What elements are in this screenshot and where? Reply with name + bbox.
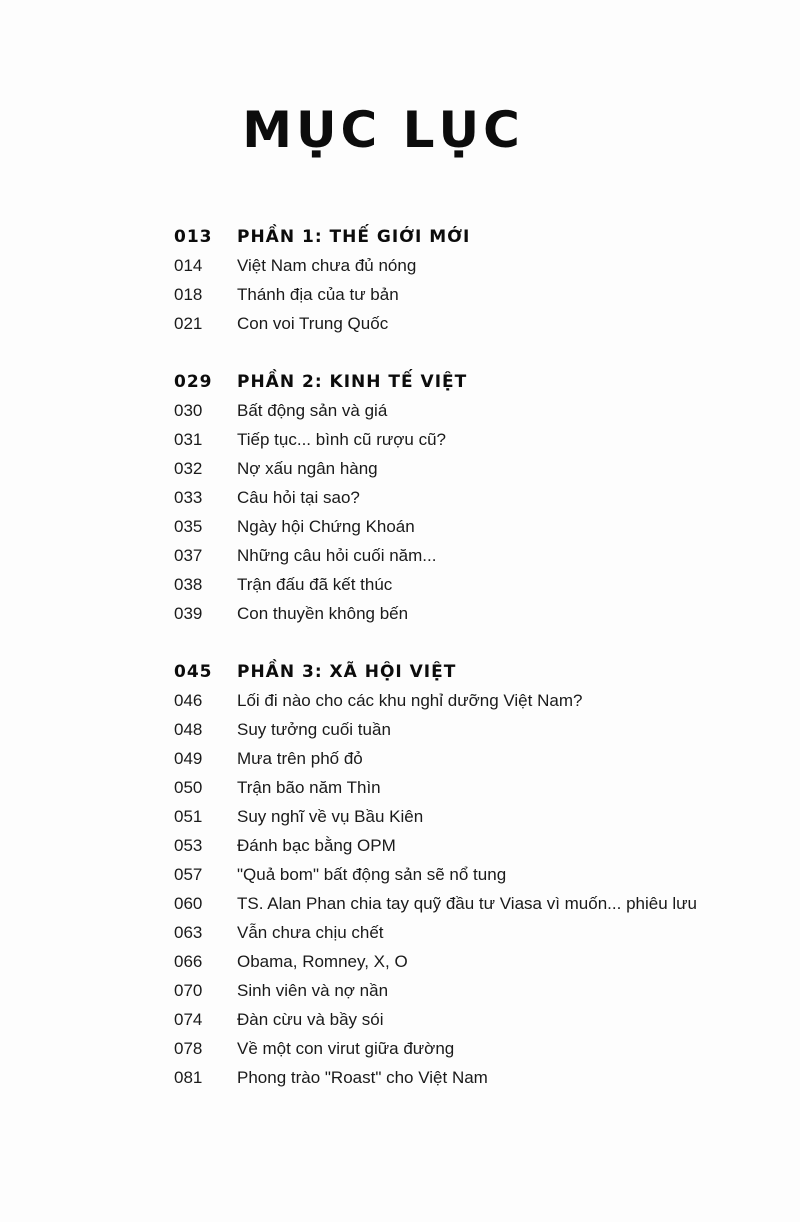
entry-title: Suy tưởng cuối tuần <box>237 719 391 739</box>
section-title: PHẦN 3: XÃ HỘI VIỆT <box>237 661 457 682</box>
toc-entry <box>174 396 774 425</box>
section-heading <box>174 657 774 686</box>
entry-page-number: 039 <box>174 603 203 623</box>
entry-title: Phong trào "Roast" cho Việt Nam <box>237 1067 488 1087</box>
entry-page-number: 049 <box>174 748 203 768</box>
entry-title: Về một con virut giữa đường <box>237 1038 455 1058</box>
entry-page-number: 035 <box>174 516 203 536</box>
toc-entry <box>174 802 774 831</box>
toc-entry <box>174 831 774 860</box>
section-heading <box>174 367 774 396</box>
toc-entry <box>174 773 774 802</box>
entry-title: Suy nghĩ về vụ Bầu Kiên <box>237 806 424 826</box>
entry-page-number: 048 <box>174 719 203 739</box>
entry-page-number: 021 <box>174 313 203 333</box>
entry-title: TS. Alan Phan chia tay quỹ đầu tư Viasa vì muốn... phiêu lưu <box>237 893 697 913</box>
entry-title: Việt Nam chưa đủ nóng <box>237 255 417 275</box>
entry-page-number: 051 <box>174 806 203 826</box>
entry-page-number: 046 <box>174 690 203 710</box>
toc-entry <box>174 947 774 976</box>
entry-page-number: 074 <box>174 1009 203 1029</box>
toc-entry <box>174 1034 774 1063</box>
entry-title: Câu hỏi tại sao? <box>237 487 360 507</box>
entry-page-number: 033 <box>174 487 203 507</box>
page-title: MỤC LỤC <box>242 101 524 159</box>
entry-page-number: 031 <box>174 429 203 449</box>
entry-page-number: 057 <box>174 864 203 884</box>
entry-title: Những câu hỏi cuối năm... <box>237 545 437 565</box>
entry-page-number: 018 <box>174 284 203 304</box>
entry-title: "Quả bom" bất động sản sẽ nổ tung <box>237 864 507 884</box>
entry-title: Trận bão năm Thìn <box>237 777 381 797</box>
toc-entry <box>174 1005 774 1034</box>
entry-title: Đánh bạc bằng OPM <box>237 835 396 855</box>
entry-page-number: 032 <box>174 458 203 478</box>
toc-entry <box>174 454 774 483</box>
toc-entry <box>174 599 774 628</box>
toc-entry <box>174 425 774 454</box>
toc-entry <box>174 715 774 744</box>
entry-page-number: 070 <box>174 980 203 1000</box>
section-page-number: 013 <box>174 226 213 247</box>
entry-title: Tiếp tục... bình cũ rượu cũ? <box>237 429 446 449</box>
section-page-number: 029 <box>174 371 213 392</box>
toc-entry <box>174 251 774 280</box>
entry-page-number: 063 <box>174 922 203 942</box>
toc-entry <box>174 1063 774 1092</box>
toc-entry <box>174 976 774 1005</box>
toc-section-2 <box>174 367 774 628</box>
toc-entry <box>174 512 774 541</box>
toc-entry <box>174 918 774 947</box>
table-of-contents <box>174 222 774 1121</box>
entry-page-number: 066 <box>174 951 203 971</box>
entry-page-number: 060 <box>174 893 203 913</box>
entry-title: Mưa trên phố đỏ <box>237 748 363 768</box>
entry-page-number: 014 <box>174 255 203 275</box>
entry-title: Trận đấu đã kết thúc <box>237 574 393 594</box>
toc-entry <box>174 483 774 512</box>
section-heading <box>174 222 774 251</box>
entry-page-number: 037 <box>174 545 203 565</box>
entry-title: Lối đi nào cho các khu nghỉ dưỡng Việt Nam? <box>237 690 583 710</box>
section-title: PHẦN 1: THẾ GIỚI MỚI <box>237 226 471 247</box>
section-title: PHẦN 2: KINH TẾ VIỆT <box>237 371 468 392</box>
entry-title: Vẫn chưa chịu chết <box>237 922 384 942</box>
entry-page-number: 050 <box>174 777 203 797</box>
entry-title: Nợ xấu ngân hàng <box>237 458 378 478</box>
toc-entry <box>174 570 774 599</box>
entry-page-number: 078 <box>174 1038 203 1058</box>
entry-page-number: 081 <box>174 1067 203 1087</box>
toc-entry <box>174 889 774 918</box>
entry-title: Bất động sản và giá <box>237 400 388 420</box>
section-page-number: 045 <box>174 661 213 682</box>
entry-title: Con thuyền không bến <box>237 603 409 623</box>
entry-title: Đàn cừu và bầy sói <box>237 1009 384 1029</box>
entry-title: Thánh địa của tư bản <box>237 284 399 304</box>
entry-title: Sinh viên và nợ nần <box>237 980 389 1000</box>
entry-title: Obama, Romney, X, O <box>237 951 408 971</box>
toc-entry <box>174 309 774 338</box>
toc-entry <box>174 541 774 570</box>
toc-section-1 <box>174 222 774 338</box>
entry-page-number: 038 <box>174 574 203 594</box>
entry-page-number: 053 <box>174 835 203 855</box>
toc-entry <box>174 686 774 715</box>
entry-title: Con voi Trung Quốc <box>237 313 389 333</box>
entry-page-number: 030 <box>174 400 203 420</box>
toc-entry <box>174 744 774 773</box>
entry-title: Ngày hội Chứng Khoán <box>237 516 415 536</box>
toc-section-3 <box>174 657 774 1092</box>
toc-entry <box>174 280 774 309</box>
toc-entry <box>174 860 774 889</box>
